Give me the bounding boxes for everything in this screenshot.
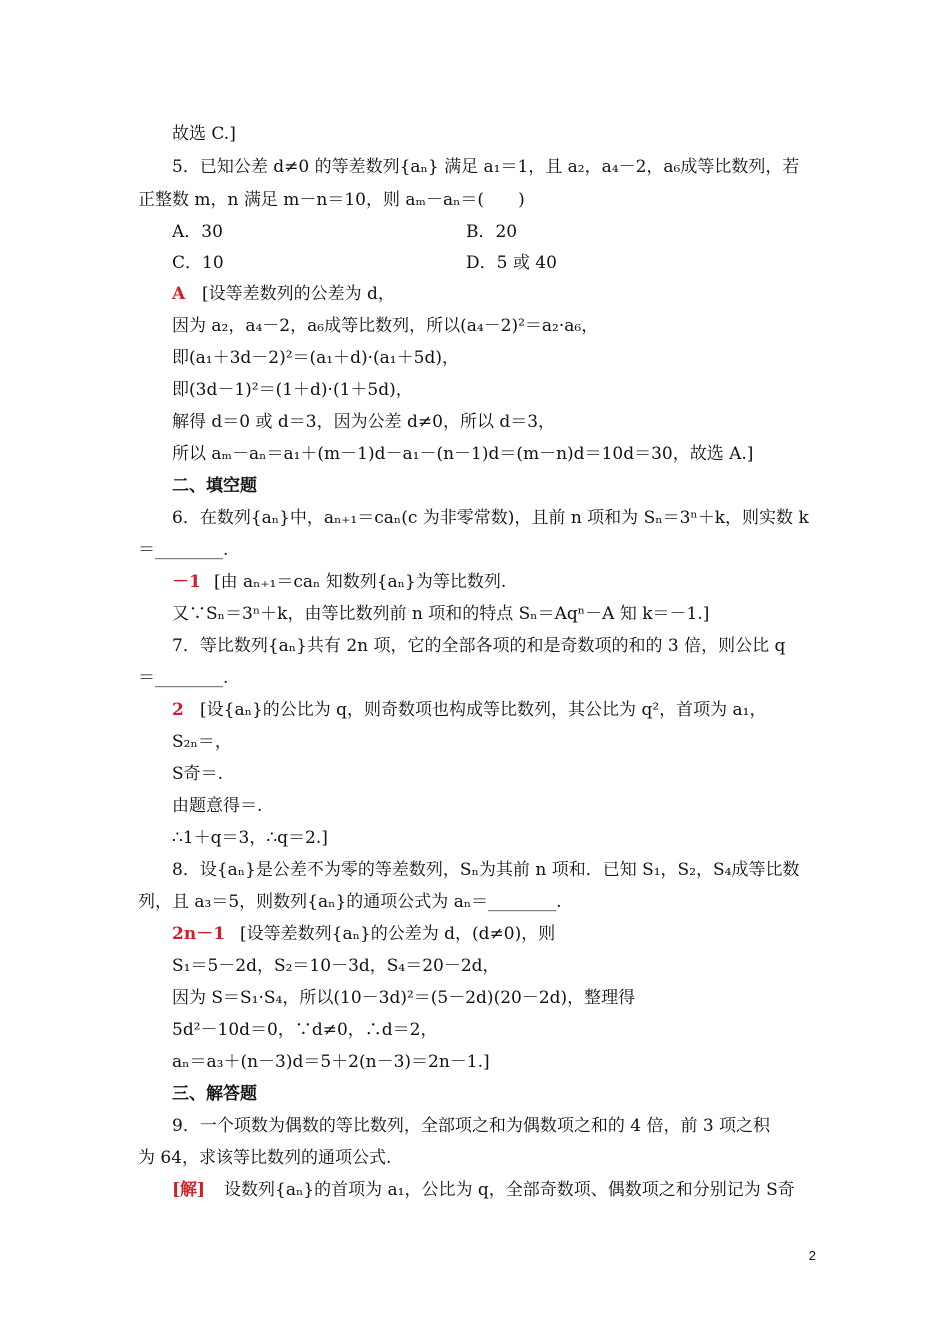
- text-line: [172, 1050, 490, 1074]
- text-line: [172, 986, 635, 1010]
- option-item: C．10: [172, 253, 224, 273]
- line-text: aₙ＝a₃＋(n－3)d＝5＋2(n－3)＝2n－1.]: [172, 1052, 490, 1072]
- line-text: 即(a₁＋3d－2)²＝(a₁＋d)·(a₁＋5d)，: [172, 348, 459, 368]
- answer-key: 2: [172, 700, 184, 720]
- line-text: S₁＝5－2d，S₂＝10－3d，S₄＝20－2d，: [172, 956, 500, 976]
- line-text: 7．等比数列{aₙ}共有 2n 项，它的全部各项的和是奇数项的和的 3 倍，则公比 q: [172, 636, 786, 656]
- text-line: [172, 698, 767, 722]
- line-text: ∴1＋q＝3，∴q＝2.]: [172, 828, 328, 848]
- line-text: 三、解答题: [172, 1084, 257, 1104]
- line-text: 因为 S＝S₁·S₄，所以(10－3d)²＝(5－2d)(20－2d)，整理得: [172, 988, 636, 1008]
- line-text: 所以 aₘ－aₙ＝a₁＋(m－1)d－a₁－(n－1)d＝(m－n)d＝10d＝30，故选 A.]: [172, 444, 754, 464]
- option-item: D．5 或 40: [466, 253, 557, 273]
- text-line: [172, 570, 506, 594]
- line-text: 设数列{aₙ}的首项为 a₁，公比为 q，全部奇数项、偶数项之和分别记为 S奇: [224, 1180, 795, 1200]
- text-line: [172, 1082, 257, 1106]
- line-text: 因为 a₂，a₄－2，a₆成等比数列，所以(a₄－2)²＝a₂·a₆，: [172, 316, 599, 336]
- line-text: 解得 d＝0 或 d＝3，因为公差 d≠0，所以 d＝3，: [172, 412, 556, 432]
- line-text: 正整数 m，n 满足 m－n＝10，则 aₘ－aₙ＝( ): [138, 190, 525, 210]
- option-item: B．20: [466, 222, 518, 242]
- line-text: [设等差数列的公差为 d，: [202, 284, 395, 304]
- text-line: [172, 346, 459, 370]
- text-line: [172, 1018, 437, 1042]
- text-line: [172, 858, 799, 882]
- line-text: 为 64，求该等比数列的通项公式.: [138, 1148, 392, 1168]
- text-line: [172, 474, 257, 498]
- text-line: [172, 730, 232, 754]
- line-text: 二、填空题: [172, 476, 257, 496]
- line-text: [由 aₙ₊₁＝caₙ 知数列{aₙ}为等比数列.: [214, 572, 507, 592]
- line-text: 8．设{aₙ}是公差不为零的等差数列，Sₙ为其前 n 项和．已知 S₁，S₂，S₄成等比数: [172, 860, 800, 880]
- line-text: [设等差数列{aₙ}的公差为 d，(d≠0)，则: [240, 924, 556, 944]
- answer-key: 2n－1: [172, 924, 226, 944]
- text-line: [138, 1146, 391, 1170]
- option-item: A．30: [172, 222, 223, 242]
- line-text: 又∵Sₙ＝3ⁿ＋k，由等比数列前 n 项和的特点 Sₙ＝Aqⁿ－A 知 k＝－1.]: [172, 604, 710, 624]
- answer-key: －1: [172, 572, 201, 592]
- text-line: [172, 314, 598, 338]
- line-text: 5d²－10d＝0，∵d≠0，∴d＝2，: [172, 1020, 438, 1040]
- line-text: [设{aₙ}的公比为 q，则奇数项也构成等比数列，其公比为 q²，首项为 a₁，: [200, 700, 767, 720]
- text-line: [138, 188, 525, 212]
- text-line: [138, 538, 228, 562]
- text-line: [172, 826, 328, 850]
- page-number: 2: [808, 1248, 816, 1263]
- text-line: [172, 1114, 770, 1138]
- text-line: [172, 762, 223, 786]
- text-line: [172, 954, 500, 978]
- line-text: 9．一个项数为偶数的等比数列，全部项之和为偶数项之和的 4 倍，前 3 项之积: [172, 1116, 771, 1136]
- text-line: [172, 922, 555, 946]
- line-text: 即(3d－1)²＝(1＋d)·(1＋5d)，: [172, 380, 413, 400]
- text-line: [172, 378, 413, 402]
- line-text: 列，且 a₃＝5，则数列{aₙ}的通项公式为 aₙ＝________.: [138, 892, 562, 912]
- line-text: ＝________.: [138, 540, 229, 560]
- text-line: [138, 666, 228, 690]
- answer-key: [解]: [172, 1180, 206, 1200]
- text-line: [172, 442, 753, 466]
- line-text: 5．已知公差 d≠0 的等差数列{aₙ} 满足 a₁＝1，且 a₂，a₄－2，a₆成等比数列，若: [172, 157, 800, 177]
- text-line: [172, 794, 262, 818]
- line-text: S₂ₙ＝，: [172, 732, 232, 752]
- text-line: [172, 155, 799, 179]
- line-text: ＝________.: [138, 668, 229, 688]
- text-line: [172, 282, 395, 306]
- line-text: S奇＝.: [172, 764, 224, 784]
- text-line: [172, 1178, 795, 1202]
- line-text: 由题意得＝.: [172, 796, 263, 816]
- text-line: [172, 122, 236, 146]
- line-text: 故选 C.]: [172, 124, 236, 144]
- text-line: [172, 410, 555, 434]
- line-text: 6．在数列{aₙ}中，aₙ₊₁＝caₙ(c 为非零常数)，且前 n 项和为 Sₙ＝3ⁿ＋k，则实数 k: [172, 508, 809, 528]
- text-line: [172, 506, 809, 530]
- text-line: [138, 890, 562, 914]
- text-line: [172, 634, 785, 658]
- answer-key: A: [172, 284, 186, 304]
- text-line: [172, 602, 709, 626]
